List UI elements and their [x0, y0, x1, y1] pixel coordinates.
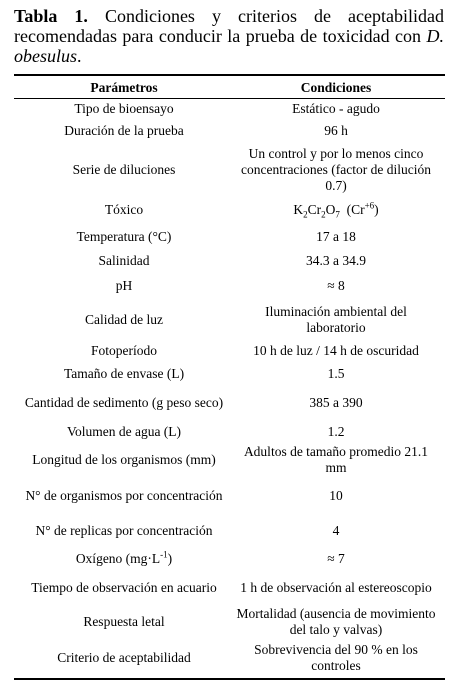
param-cell: Duración de la prueba	[64, 123, 184, 138]
param-cell: Fotoperíodo	[91, 343, 157, 358]
param-cell: Respuesta letal	[83, 614, 165, 629]
param-cell: Temperatura (°C)	[76, 229, 172, 244]
cond-cell: 96 h	[324, 123, 348, 138]
cond-cell: Mortalidad (ausencia de movimiento del talo y valvas)	[236, 606, 436, 637]
cond-cell: 17 a 18	[316, 229, 356, 244]
caption-species: D. obesulus	[14, 26, 444, 66]
param-cell: N° de replicas por concentración	[35, 523, 213, 538]
param-cell: Criterio de aceptabilidad	[57, 650, 191, 665]
caption-label: Tabla 1.	[14, 6, 88, 26]
cond-cell: 10 h de luz / 14 h de oscuridad	[253, 343, 419, 358]
potassium-dichromate-formula: $K_2Cr_2O_7$ $(Cr^{+6})$	[293, 200, 379, 220]
cond-cell: Iluminación ambiental del laboratorio	[265, 304, 407, 335]
param-cell: Longitud de los organismos (mm)	[32, 452, 216, 467]
caption-end: .	[77, 46, 82, 66]
cond-cell: ≈ 8	[327, 278, 345, 293]
param-cell: Tipo de bioensayo	[74, 101, 174, 116]
param-cell: pH	[115, 278, 133, 293]
cond-cell: 10	[329, 488, 343, 503]
cond-cell: 1.5	[327, 366, 345, 381]
cond-cell: Un control y por lo menos cinco concentraciones (factor de dilución 0.7)	[240, 146, 432, 193]
header-rule	[14, 98, 445, 99]
header-condiciones: Condiciones	[300, 80, 372, 95]
cond-cell: 4	[332, 523, 340, 538]
param-cell: Tamaño de envase (L)	[63, 366, 185, 381]
oxygen-label: Oxígeno $(mg\cdot L^{-1})$	[75, 549, 173, 566]
param-cell-oxigeno	[18, 549, 230, 569]
param-cell: Tiempo de observación en acuario	[31, 580, 217, 595]
param-cell: Volumen de agua (L)	[66, 424, 182, 439]
cond-cell: 34.3 a 34.9	[306, 253, 366, 268]
param-cell: N° de organismos por concentración	[25, 488, 223, 503]
cond-cell-toxico	[234, 200, 438, 220]
cond-cell: 1 h de observación al estereoscopio	[240, 580, 432, 595]
table-bottom-rule	[14, 678, 445, 680]
param-cell: Tóxico	[104, 202, 144, 217]
param-cell: Cantidad de sedimento (g peso seco)	[24, 395, 224, 410]
table-caption	[14, 6, 444, 66]
cond-cell: ≈ 7	[327, 551, 345, 566]
caption-text: Condiciones y criterios de aceptabilidad recomendadas para conducir la prueba de toxicidad con	[14, 6, 444, 46]
param-cell: Salinidad	[98, 253, 150, 268]
param-cell: Serie de diluciones	[72, 162, 176, 177]
table-top-rule	[14, 74, 445, 76]
param-cell: Calidad de luz	[85, 312, 163, 327]
cond-cell: Estático - agudo	[292, 101, 380, 116]
header-parametros: Parámetros	[90, 80, 158, 95]
cond-cell: 1.2	[327, 424, 345, 439]
cond-cell: 385 a 390	[309, 395, 363, 410]
cond-cell: Sobrevivencia del 90 % en los controles	[254, 642, 418, 673]
cond-cell: Adultos de tamaño promedio 21.1 mm	[243, 444, 429, 475]
